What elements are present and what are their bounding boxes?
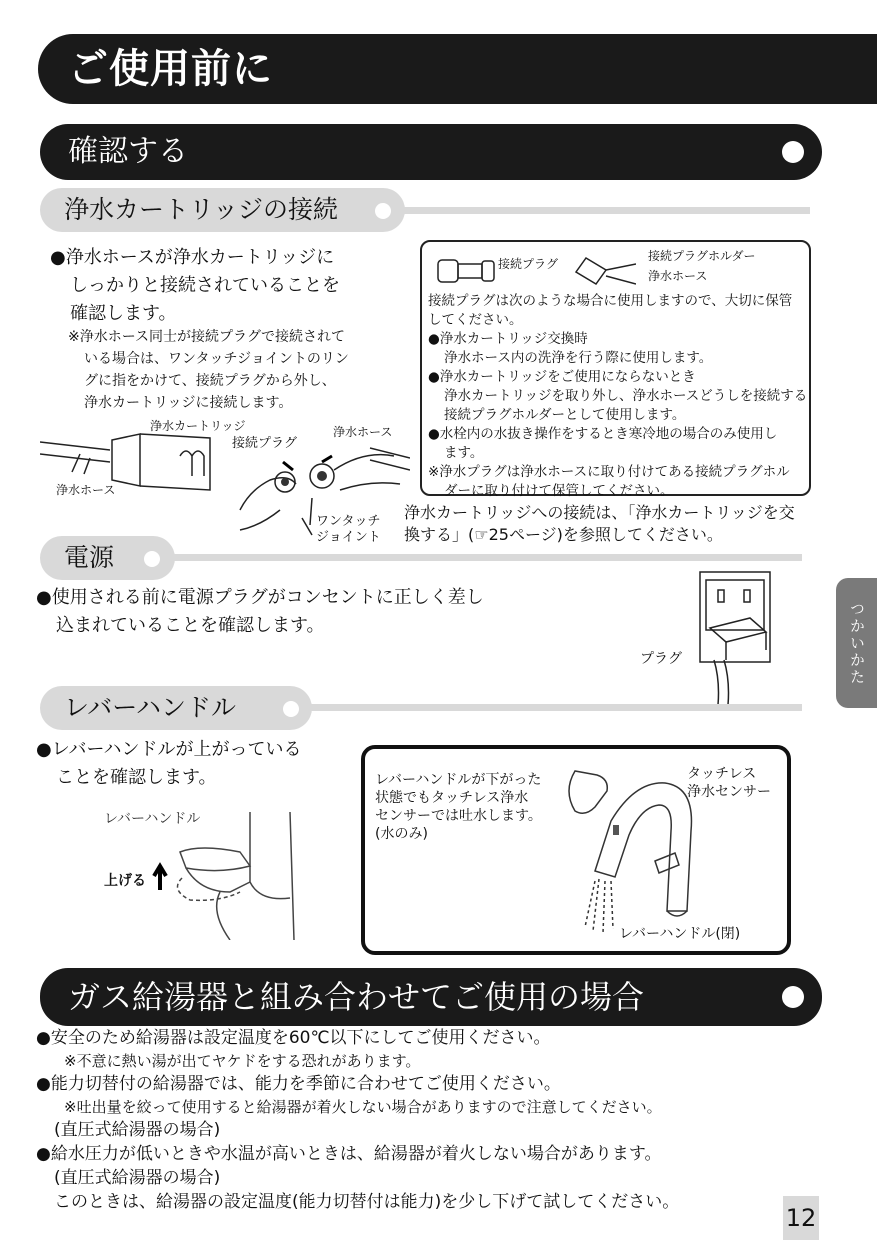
- cartridge-note-line-2: いる場合は、ワンタッチジョイントのリン: [84, 351, 349, 367]
- box-item-2-2: 浄水カートリッジを取り外し、浄水ホースどうしを接続する: [444, 388, 808, 404]
- box-item-1-2: 浄水ホース内の洗浄を行う際に使用します。: [444, 350, 713, 366]
- cartridge-note-line-1: ※浄水ホース同士が接続プラグで接続されて: [68, 329, 346, 345]
- box-intro-1: 接続プラグは次のような場合に使用しますので、大切に保管: [428, 293, 793, 309]
- dot-icon: [283, 701, 299, 717]
- lever-label: レバーハンドル: [104, 811, 201, 827]
- cartridge-bullet-line-2: しっかりと接続されていることを: [70, 275, 340, 296]
- subheading-lever-text: レバーハンドル: [64, 693, 237, 722]
- cartridge-reference-line-1: 浄水カートリッジへの接続は、「浄水カートリッジを交: [404, 503, 795, 522]
- touchless-box: [361, 745, 791, 955]
- power-line-1: ●使用される前に電源プラグがコンセントに正しく差し: [36, 587, 484, 608]
- power-text: [36, 584, 596, 640]
- box-note-2: ダーに取り付けて保管してください。: [444, 483, 674, 499]
- box-item-2-1: ●浄水カートリッジをご使用にならないとき: [428, 369, 696, 385]
- box-item-3-1: ●水栓内の水抜き操作をするとき寒冷地の場合のみ使用し: [428, 426, 778, 442]
- subheading-cartridge: [40, 188, 405, 232]
- raise-label: 上げる: [104, 873, 146, 889]
- label-hose-left: 浄水ホース: [56, 483, 116, 497]
- sensor-label: [687, 765, 771, 801]
- lever-text: [36, 736, 356, 792]
- dot-icon: [144, 551, 160, 567]
- page-number: 12: [783, 1196, 819, 1240]
- gas-line-6: ●給水圧力が低いときや水温が高いときは、給湯器が着火しない場合があります。: [36, 1144, 662, 1164]
- page-title: ご使用前に: [38, 34, 877, 104]
- cartridge-note-line-3: グに指をかけて、接続プラグから外し、: [84, 373, 336, 389]
- label-plug: 接続プラグ: [232, 436, 298, 451]
- sensor-label-line-1: タッチレス: [687, 766, 757, 782]
- gas-line-3: ●能力切替付の給湯器では、能力を季節に合わせてご使用ください。: [36, 1074, 561, 1094]
- gas-line-7: (直圧式給湯器の場合): [54, 1168, 221, 1188]
- gas-line-2: ※不意に熱い湯が出てヤケドをする恐れがあります。: [64, 1052, 421, 1070]
- cartridge-reference-line-2: 換する」(☞25ページ)を参照してください。: [404, 525, 723, 544]
- gas-line-5: (直圧式給湯器の場合): [54, 1120, 221, 1140]
- label-hose-right: 浄水ホース: [333, 425, 393, 439]
- touchless-line-3: センサーでは吐水します。: [375, 808, 542, 824]
- lever-line-1: ●レバーハンドルが上がっている: [36, 739, 302, 760]
- cartridge-bullet: [50, 244, 410, 328]
- touchless-line-4: (水のみ): [375, 826, 428, 842]
- outlet-illustration: [690, 570, 810, 705]
- cartridge-note: [68, 326, 408, 414]
- touchless-line-1: レバーハンドルが下がった: [375, 772, 542, 788]
- box-label-hose: 浄水ホース: [648, 269, 708, 283]
- subheading-lever: [40, 686, 312, 730]
- subheading-rule: [306, 704, 802, 711]
- power-line-2: 込まれていることを確認します。: [56, 615, 325, 636]
- box-label-plug: 接続プラグ: [498, 257, 559, 271]
- cartridge-bullet-line-1: ●浄水ホースが浄水カートリッジに: [50, 247, 335, 268]
- touchless-line-2: 状態でもタッチレス浄水: [375, 790, 529, 806]
- section-title-gas-text: ガス給湯器と組み合わせてご使用の場合: [68, 978, 645, 1016]
- bullet-dot-icon: [782, 986, 804, 1008]
- side-tab-usage[interactable]: つかいかた: [836, 578, 877, 708]
- label-joint-1: ワンタッチ: [316, 514, 381, 529]
- box-item-3-2: ます。: [444, 445, 484, 461]
- lever-line-2: ことを確認します。: [56, 767, 217, 788]
- cartridge-note-line-4: 浄水カートリッジに接続します。: [84, 395, 293, 411]
- section-title-check-text: 確認する: [68, 134, 188, 169]
- box-body: [428, 292, 808, 501]
- cartridge-reference: [404, 502, 814, 546]
- cartridge-bullet-line-3: 確認します。: [70, 303, 177, 324]
- gas-line-8: このときは、給湯器の設定温度(能力切替付は能力)を少し下げて試してください。: [54, 1192, 680, 1212]
- box-label-holder: 接続プラグホルダー: [648, 249, 756, 263]
- plug-info-box: [420, 240, 811, 499]
- plug-label: プラグ: [640, 651, 682, 667]
- gas-line-4: ※吐出量を絞って使用すると給湯器が着火しない場合がありますので注意してください。: [64, 1098, 662, 1116]
- sensor-label-line-2: 浄水センサー: [687, 784, 771, 800]
- subheading-rule: [398, 207, 810, 214]
- section-title-check: [40, 124, 822, 180]
- box-intro-2: してください。: [428, 312, 523, 328]
- gas-text: [36, 1026, 826, 1214]
- subheading-cartridge-text: 浄水カートリッジの接続: [64, 195, 339, 224]
- section-title-gas: [40, 968, 822, 1026]
- box-item-1-1: ●浄水カートリッジ交換時: [428, 331, 588, 347]
- subheading-power-text: 電源: [64, 543, 115, 572]
- touchless-text: [375, 771, 565, 843]
- bullet-dot-icon: [782, 141, 804, 163]
- gas-line-1: ●安全のため給湯器は設定温度を60℃以下にしてご使用ください。: [36, 1028, 551, 1048]
- label-cartridge: 浄水カートリッジ: [150, 419, 246, 433]
- label-joint-2: ジョイント: [316, 530, 381, 545]
- subheading-power: [40, 536, 175, 580]
- box-note-1: ※浄水プラグは浄水ホースに取り付けてある接続プラグホル: [428, 464, 790, 480]
- dot-icon: [375, 203, 391, 219]
- subheading-rule: [168, 554, 802, 561]
- lever-closed-label: レバーハンドル(閉): [619, 926, 741, 942]
- box-item-2-3: 接続プラグホルダーとして使用します。: [444, 407, 686, 423]
